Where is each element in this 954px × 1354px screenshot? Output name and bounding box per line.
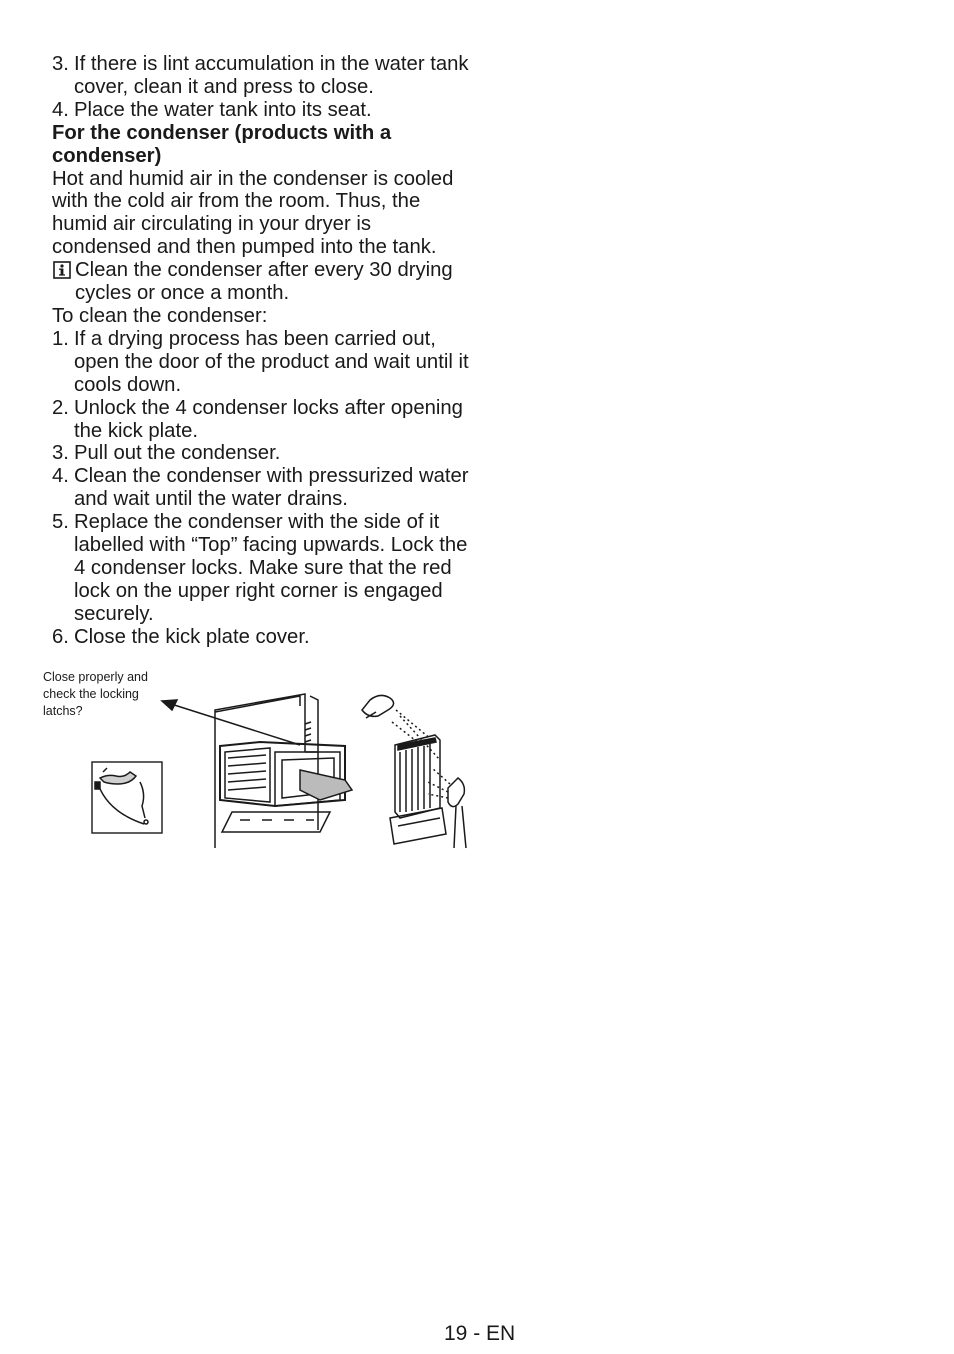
section-heading: For the condenser (products with a condenser)	[52, 121, 392, 167]
dryer-base-image	[215, 694, 352, 848]
step-number: 2.	[52, 396, 69, 419]
step-text: If a drying process has been carried out, open the door of the product and wait until it cools down.	[74, 327, 469, 396]
condenser-rinse-image	[362, 695, 466, 848]
step-text: Clean the condenser with pressurized water and wait until the water drains.	[74, 465, 469, 511]
step-number: 3.	[52, 442, 69, 465]
step-number: 6.	[52, 625, 69, 648]
step-number: 3.	[52, 53, 69, 75]
step-number: 5.	[52, 511, 69, 534]
step-text: Pull out the condenser.	[74, 442, 281, 465]
figure-caption: Close properly and check the locking latchs?	[43, 670, 148, 718]
intro-paragraph: Hot and humid air in the condenser is cooled with the cold air from the room. Thus, the humid air circulating in your dryer is condensed and then pumped into the tank.	[52, 167, 454, 259]
page-number: 19 - EN	[444, 1322, 516, 1345]
step-number: 1.	[52, 327, 69, 350]
step-text: Replace the condenser with the side of it labelled with “Top” facing upwards. Lock the 4 condenser locks. Make sure that the red lock on the upper right corner is engaged securely.	[74, 511, 468, 625]
latch-inset-image	[92, 762, 162, 833]
step-text: Unlock the 4 condenser locks after opening the kick plate.	[74, 396, 463, 442]
step-number: 4.	[52, 465, 69, 488]
note-text: Clean the condenser after every 30 drying cycles or once a month.	[75, 259, 453, 305]
step-text: If there is lint accumulation in the water tank cover, clean it and press to close.	[74, 53, 469, 98]
steps-intro: To clean the condenser:	[52, 304, 268, 327]
step-number: 4.	[52, 98, 69, 121]
step-text: Close the kick plate cover.	[74, 625, 310, 648]
step-text: Place the water tank into its seat.	[74, 98, 372, 121]
